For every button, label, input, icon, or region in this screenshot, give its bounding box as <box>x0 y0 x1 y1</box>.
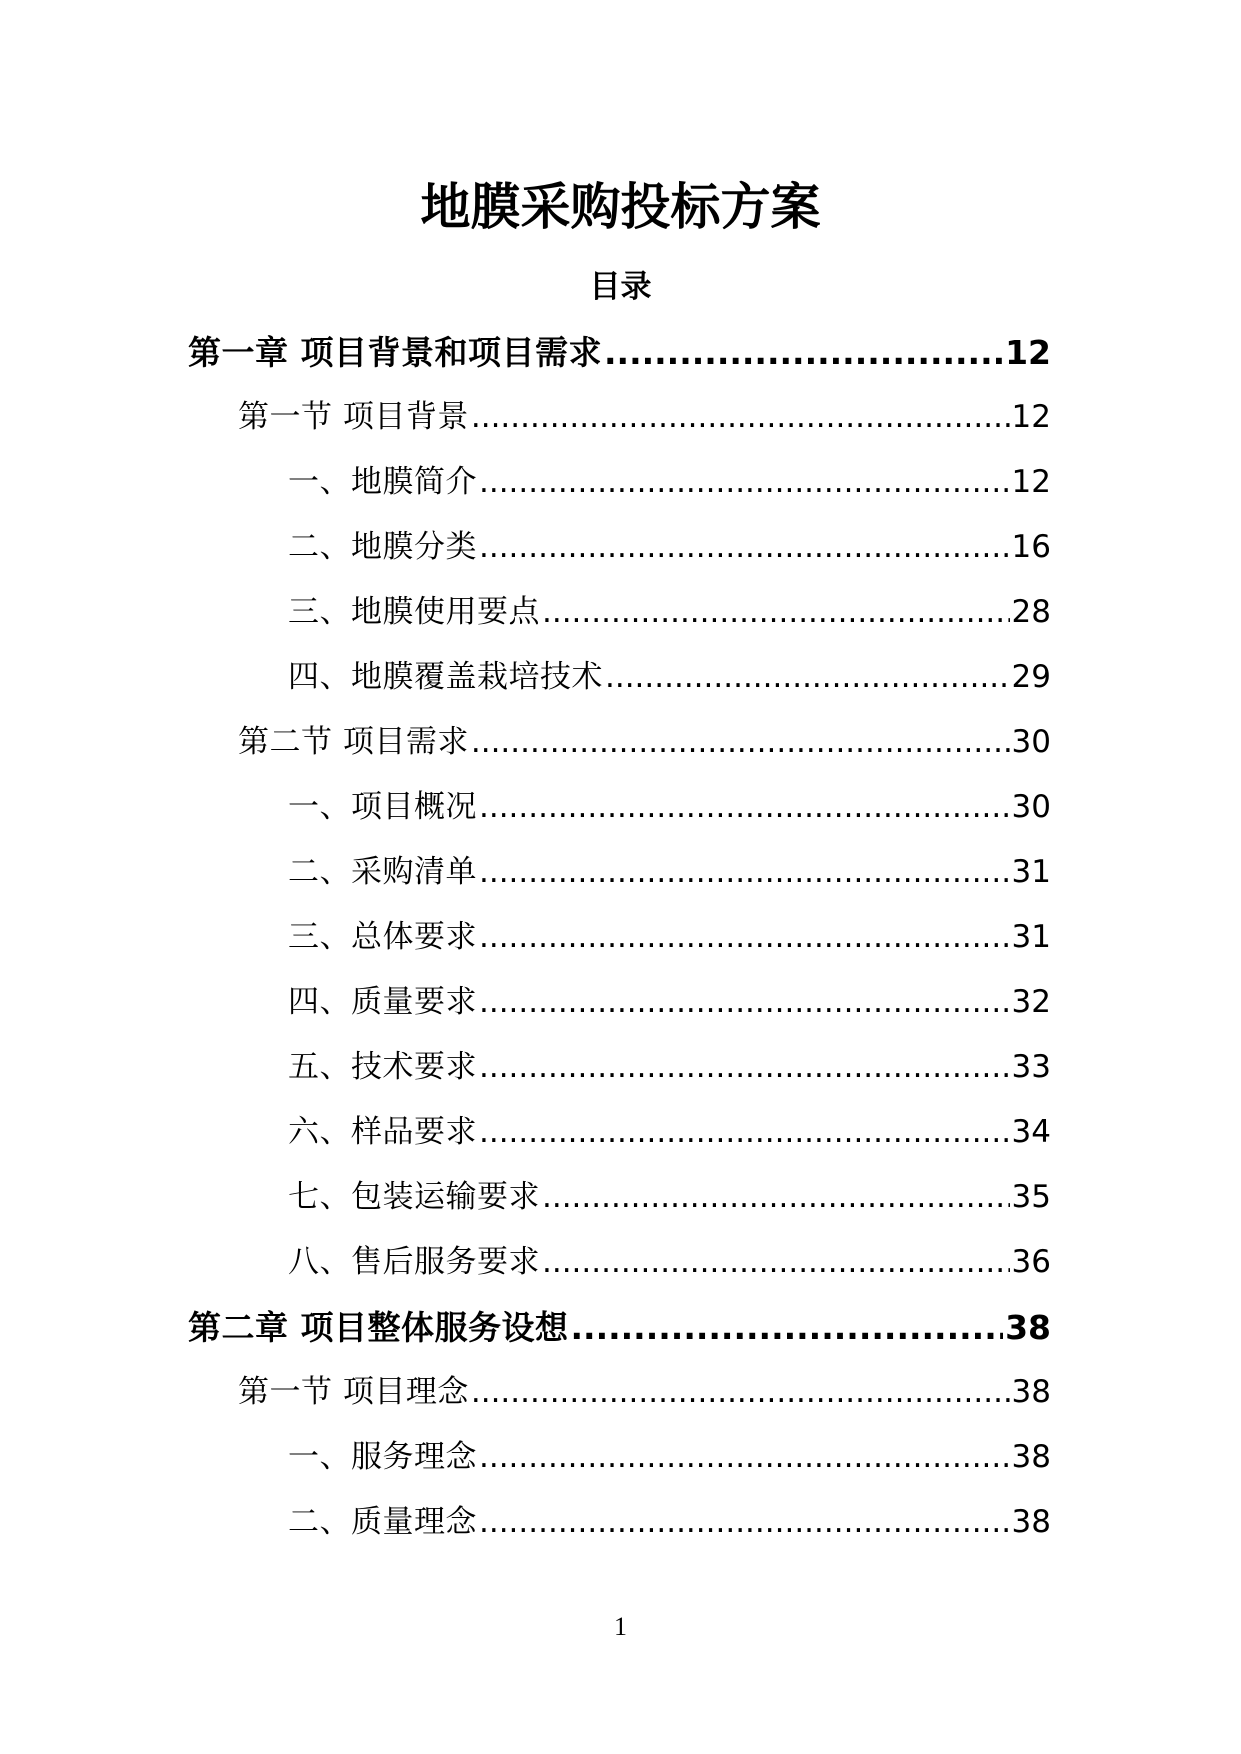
toc-dot-leader <box>479 1425 1010 1490</box>
toc-entry-page-number: 34 <box>1011 1114 1051 1150</box>
page-number: 1 <box>614 1612 627 1641</box>
toc-entry-label: 第二章 项目整体服务设想 <box>188 1308 569 1347</box>
toc-entry-label: 二、采购清单 <box>288 854 477 890</box>
toc-entry-page-number: 31 <box>1011 854 1051 890</box>
toc-dot-leader <box>479 450 1010 515</box>
toc-entry-label: 第一节 项目背景 <box>238 399 469 435</box>
toc-chapter-entry <box>188 1295 1051 1360</box>
toc-item-entry <box>188 1165 1051 1230</box>
toc-entry-label: 八、售后服务要求 <box>288 1244 540 1280</box>
toc-entry-label: 一、地膜简介 <box>288 464 477 500</box>
toc-entry-label: 二、质量理念 <box>288 1504 477 1540</box>
toc-entry-page-number: 30 <box>1011 724 1051 760</box>
toc-item-entry <box>188 1100 1051 1165</box>
toc-entry-label: 三、总体要求 <box>288 919 477 955</box>
toc-entry-page-number: 38 <box>1011 1439 1051 1475</box>
toc-dot-leader <box>542 1165 1010 1230</box>
toc-entry-page-number: 16 <box>1011 529 1051 565</box>
toc-dot-leader <box>471 710 1010 775</box>
toc-dot-leader <box>479 970 1010 1035</box>
toc-item-entry <box>188 450 1051 515</box>
toc-heading: 目录 <box>589 269 652 305</box>
toc-entry-label: 四、地膜覆盖栽培技术 <box>288 659 603 695</box>
toc-entry-page-number: 32 <box>1011 984 1051 1020</box>
toc-entry-label: 七、包装运输要求 <box>288 1179 540 1215</box>
toc-dot-leader <box>542 580 1010 645</box>
toc-section-entry <box>188 710 1051 775</box>
toc-dot-leader <box>479 1490 1010 1555</box>
toc-item-entry <box>188 645 1051 710</box>
toc-dot-leader <box>479 905 1010 970</box>
toc-item-entry <box>188 1230 1051 1295</box>
toc-dot-leader <box>542 1230 1010 1295</box>
toc-section-entry <box>188 1360 1051 1425</box>
toc-entry-label: 一、服务理念 <box>288 1439 477 1475</box>
toc-entry-page-number: 12 <box>1011 399 1051 435</box>
toc-item-entry <box>188 580 1051 645</box>
toc-dot-leader <box>479 775 1010 840</box>
toc-entry-page-number: 36 <box>1011 1244 1051 1280</box>
toc-entry-page-number: 35 <box>1011 1179 1051 1215</box>
table-of-contents <box>188 320 1051 1555</box>
toc-dot-leader <box>479 515 1010 580</box>
toc-dot-leader <box>479 1035 1010 1100</box>
toc-dot-leader <box>604 320 1003 385</box>
document-title: 地膜采购投标方案 <box>420 178 821 236</box>
toc-dot-leader <box>471 385 1010 450</box>
toc-item-entry <box>188 1490 1051 1555</box>
toc-section-entry <box>188 385 1051 450</box>
toc-entry-label: 第一节 项目理念 <box>238 1374 469 1410</box>
toc-entry-page-number: 12 <box>1005 333 1051 372</box>
toc-entry-page-number: 38 <box>1011 1504 1051 1540</box>
toc-item-entry <box>188 840 1051 905</box>
toc-item-entry <box>188 905 1051 970</box>
toc-entry-label: 第一章 项目背景和项目需求 <box>188 333 602 372</box>
toc-item-entry <box>188 1035 1051 1100</box>
toc-entry-label: 五、技术要求 <box>288 1049 477 1085</box>
toc-entry-label: 六、样品要求 <box>288 1114 477 1150</box>
toc-entry-page-number: 30 <box>1011 789 1051 825</box>
toc-entry-page-number: 29 <box>1011 659 1051 695</box>
toc-item-entry <box>188 515 1051 580</box>
toc-entry-label: 四、质量要求 <box>288 984 477 1020</box>
toc-dot-leader <box>571 1295 1004 1360</box>
toc-item-entry <box>188 1425 1051 1490</box>
toc-entry-page-number: 38 <box>1005 1308 1051 1347</box>
toc-dot-leader <box>471 1360 1010 1425</box>
toc-dot-leader <box>479 1100 1010 1165</box>
toc-dot-leader <box>605 645 1010 710</box>
toc-item-entry <box>188 970 1051 1035</box>
toc-item-entry <box>188 775 1051 840</box>
toc-entry-label: 二、地膜分类 <box>288 529 477 565</box>
toc-entry-label: 第二节 项目需求 <box>238 724 469 760</box>
toc-entry-page-number: 12 <box>1011 464 1051 500</box>
toc-entry-page-number: 38 <box>1011 1374 1051 1410</box>
toc-entry-label: 一、项目概况 <box>288 789 477 825</box>
toc-chapter-entry <box>188 320 1051 385</box>
toc-entry-label: 三、地膜使用要点 <box>288 594 540 630</box>
toc-dot-leader <box>479 840 1010 905</box>
toc-entry-page-number: 31 <box>1011 919 1051 955</box>
toc-entry-page-number: 33 <box>1011 1049 1051 1085</box>
toc-entry-page-number: 28 <box>1011 594 1051 630</box>
